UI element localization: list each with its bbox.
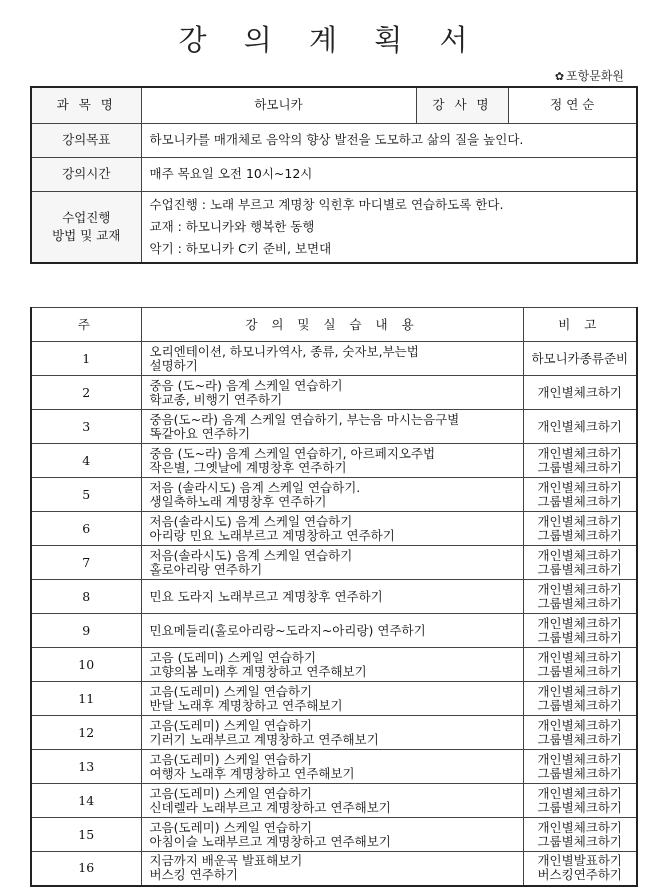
- week-cell: 15: [31, 818, 141, 852]
- remarks-cell: [523, 580, 637, 614]
- week-header: 주: [31, 308, 141, 342]
- content-line: 설명하기: [149, 357, 198, 373]
- table-row: [31, 716, 637, 750]
- content-cell: [141, 750, 523, 784]
- remark-line: 그룹별체크하기: [537, 561, 623, 577]
- remarks-cell: [523, 682, 637, 716]
- course-value: 하모니카: [141, 87, 416, 123]
- course-label: 과 목 명: [31, 87, 141, 123]
- table-row: [31, 546, 637, 580]
- content-line: 반달 노래후 계명창하고 연주해보기: [149, 697, 343, 713]
- goal-row: [31, 123, 637, 157]
- content-line: 중음(도~라) 음계 스케일 연습하기, 부는음 마시는음구별: [149, 411, 460, 427]
- remark-line: 그룹별체크하기: [537, 595, 623, 611]
- remark-line: 그룹별체크하기: [537, 799, 623, 815]
- content-line: 고음(도레미) 스케일 연습하기: [149, 717, 313, 733]
- instructor-label: 강 사 명: [416, 87, 508, 123]
- content-line: 저음(솔라시도) 음계 스케일 연습하기: [149, 547, 353, 563]
- method-line: 악기 : 하모니카 C키 준비, 보면대: [149, 240, 332, 256]
- remark-line: 개인별체크하기: [537, 751, 623, 767]
- table-row: [31, 614, 637, 648]
- content-cell: [141, 444, 523, 478]
- content-cell: [141, 342, 523, 376]
- week-cell: 10: [31, 648, 141, 682]
- content-line: 중음 (도~라) 음계 스케일 연습하기: [149, 377, 343, 393]
- week-cell: 2: [31, 376, 141, 410]
- table-row: [31, 682, 637, 716]
- remark-line: 개인별체크하기: [537, 384, 623, 400]
- remarks-cell: [523, 648, 637, 682]
- remark-line: 그룹별체크하기: [537, 697, 623, 713]
- week-cell: 7: [31, 546, 141, 580]
- remark-line: 개인별발표하기: [537, 853, 623, 869]
- content-line: 학교종, 비행기 연주하기: [149, 391, 283, 407]
- content-cell: [141, 648, 523, 682]
- method-value: [141, 191, 637, 263]
- organization-label: 포항문화원: [566, 69, 624, 83]
- week-cell: 5: [31, 478, 141, 512]
- week-cell: 4: [31, 444, 141, 478]
- goal-label: 강의목표: [31, 123, 141, 157]
- content-line: 저음(솔라시도) 음계 스케일 연습하기: [149, 513, 353, 529]
- content-line: 기러기 노래부르고 계명창하고 연주해보기: [149, 731, 379, 747]
- table-row: [31, 580, 637, 614]
- content-line: 생일축하노래 계명창후 연주하기: [149, 493, 327, 509]
- content-line: 고향의봄 노래후 계명창하고 연주해보기: [149, 663, 367, 679]
- table-row: [31, 342, 637, 376]
- remark-line: 개인별체크하기: [537, 819, 623, 835]
- remark-line: 하모니카종류준비: [531, 350, 629, 366]
- schedule-table: [30, 307, 638, 887]
- table-row: [31, 376, 637, 410]
- week-cell: 13: [31, 750, 141, 784]
- week-cell: 16: [31, 852, 141, 886]
- week-cell: 14: [31, 784, 141, 818]
- content-line: 버스킹 연주하기: [149, 867, 238, 883]
- remarks-cell: [523, 410, 637, 444]
- content-cell: [141, 852, 523, 886]
- remarks-cell: [523, 478, 637, 512]
- content-line: 고음 (도레미) 스케일 연습하기: [149, 649, 317, 665]
- content-line: 작은별, 그옛날에 계명창후 연주하기: [149, 459, 347, 475]
- remarks-cell: [523, 784, 637, 818]
- remarks-header: 비 고: [523, 308, 637, 342]
- lecture-plan-table: [30, 86, 638, 264]
- course-row: [31, 87, 637, 123]
- week-cell: 11: [31, 682, 141, 716]
- table-row: [31, 512, 637, 546]
- week-cell: 8: [31, 580, 141, 614]
- remark-line: 개인별체크하기: [537, 785, 623, 801]
- remark-line: 그룹별체크하기: [537, 629, 623, 645]
- table-row: [31, 478, 637, 512]
- content-line: 고음(도레미) 스케일 연습하기: [149, 785, 313, 801]
- document-title: 강 의 계 획 서: [178, 23, 482, 57]
- method-label: 수업진행 방법 및 교재: [31, 191, 141, 263]
- method-row: [31, 191, 637, 263]
- content-cell: [141, 784, 523, 818]
- content-line: 고음(도레미) 스케일 연습하기: [149, 751, 313, 767]
- table-row: [31, 852, 637, 886]
- remark-line: 개인별체크하기: [537, 418, 623, 434]
- remark-line: 그룹별체크하기: [537, 493, 623, 509]
- table-row: [31, 784, 637, 818]
- content-cell: [141, 376, 523, 410]
- remark-line: 그룹별체크하기: [537, 731, 623, 747]
- remarks-cell: [523, 818, 637, 852]
- time-label: 강의시간: [31, 157, 141, 191]
- content-line: 지금까지 배운곡 발표해보기: [149, 853, 303, 869]
- table-row: [31, 648, 637, 682]
- remarks-cell: [523, 376, 637, 410]
- remark-line: 개인별체크하기: [537, 683, 623, 699]
- remark-line: 개인별체크하기: [537, 513, 623, 529]
- week-cell: 9: [31, 614, 141, 648]
- remarks-cell: [523, 852, 637, 886]
- remarks-cell: [523, 716, 637, 750]
- goal-value: 하모니카를 매개체로 음악의 향상 발전을 도모하고 삶의 질을 높인다.: [141, 123, 637, 157]
- content-line: 신데렐라 노래부르고 계명창하고 연주해보기: [149, 799, 391, 815]
- week-cell: 3: [31, 410, 141, 444]
- remark-line: 개인별체크하기: [537, 445, 623, 461]
- remark-line: 그룹별체크하기: [537, 459, 623, 475]
- content-line: 민요 도라지 노래부르고 계명창후 연주하기: [149, 588, 383, 604]
- remarks-cell: [523, 342, 637, 376]
- remarks-cell: [523, 614, 637, 648]
- remark-line: 그룹별체크하기: [537, 663, 623, 679]
- content-cell: [141, 614, 523, 648]
- schedule-header-row: [31, 308, 637, 342]
- content-line: 저음 (솔라시도) 음계 스케일 연습하기.: [149, 479, 361, 495]
- remark-line: 버스킹연주하기: [537, 867, 623, 883]
- content-cell: [141, 478, 523, 512]
- content-line: 아침이슬 노래부르고 계명창하고 연주해보기: [149, 833, 391, 849]
- content-line: 민요메들리(홀로아리랑~도라지~아리랑) 연주하기: [149, 622, 426, 638]
- organization-name: [555, 67, 624, 84]
- content-line: 똑같아요 연주하기: [149, 425, 251, 441]
- content-cell: [141, 580, 523, 614]
- time-row: [31, 157, 637, 191]
- remark-line: 개인별체크하기: [537, 649, 623, 665]
- remarks-cell: [523, 512, 637, 546]
- remark-line: 개인별체크하기: [537, 717, 623, 733]
- table-row: [31, 818, 637, 852]
- content-line: 오리엔테이션, 하모니카역사, 종류, 숫자보,부는법: [149, 343, 419, 359]
- table-row: [31, 750, 637, 784]
- remark-line: 개인별체크하기: [537, 547, 623, 563]
- remark-line: 그룹별체크하기: [537, 527, 623, 543]
- content-cell: [141, 546, 523, 580]
- remark-line: 개인별체크하기: [537, 581, 623, 597]
- content-header: 강 의 및 실 습 내 용: [141, 308, 523, 342]
- content-line: 여행자 노래후 계명창하고 연주해보기: [149, 765, 355, 781]
- remark-line: 개인별체크하기: [537, 479, 623, 495]
- remark-line: 그룹별체크하기: [537, 765, 623, 781]
- content-cell: [141, 512, 523, 546]
- remark-line: 그룹별체크하기: [537, 833, 623, 849]
- method-line: 교재 : 하모니카와 행복한 동행: [149, 218, 315, 234]
- content-line: 고음(도레미) 스케일 연습하기: [149, 819, 313, 835]
- content-line: 고음(도레미) 스케일 연습하기: [149, 683, 313, 699]
- content-line: 홀로아리랑 연주하기: [149, 561, 263, 577]
- table-row: [31, 444, 637, 478]
- content-cell: [141, 818, 523, 852]
- instructor-value: 정 연 순: [508, 87, 637, 123]
- week-cell: 6: [31, 512, 141, 546]
- method-line: 수업진행 : 노래 부르고 계명창 익힌후 마디별로 연습하도록 한다.: [149, 196, 504, 212]
- table-row: [31, 410, 637, 444]
- content-cell: [141, 716, 523, 750]
- content-cell: [141, 682, 523, 716]
- remark-line: 개인별체크하기: [537, 615, 623, 631]
- week-cell: 1: [31, 342, 141, 376]
- content-line: 아리랑 민요 노래부르고 계명창하고 연주하기: [149, 527, 395, 543]
- week-cell: 12: [31, 716, 141, 750]
- remarks-cell: [523, 546, 637, 580]
- content-line: 중음 (도~라) 음계 스케일 연습하기, 아르페지오주법: [149, 445, 436, 461]
- remarks-cell: [523, 750, 637, 784]
- organization-logo-icon: ✿: [554, 70, 565, 83]
- remarks-cell: [523, 444, 637, 478]
- content-cell: [141, 410, 523, 444]
- time-value: 매주 목요일 오전 10시~12시: [141, 157, 637, 191]
